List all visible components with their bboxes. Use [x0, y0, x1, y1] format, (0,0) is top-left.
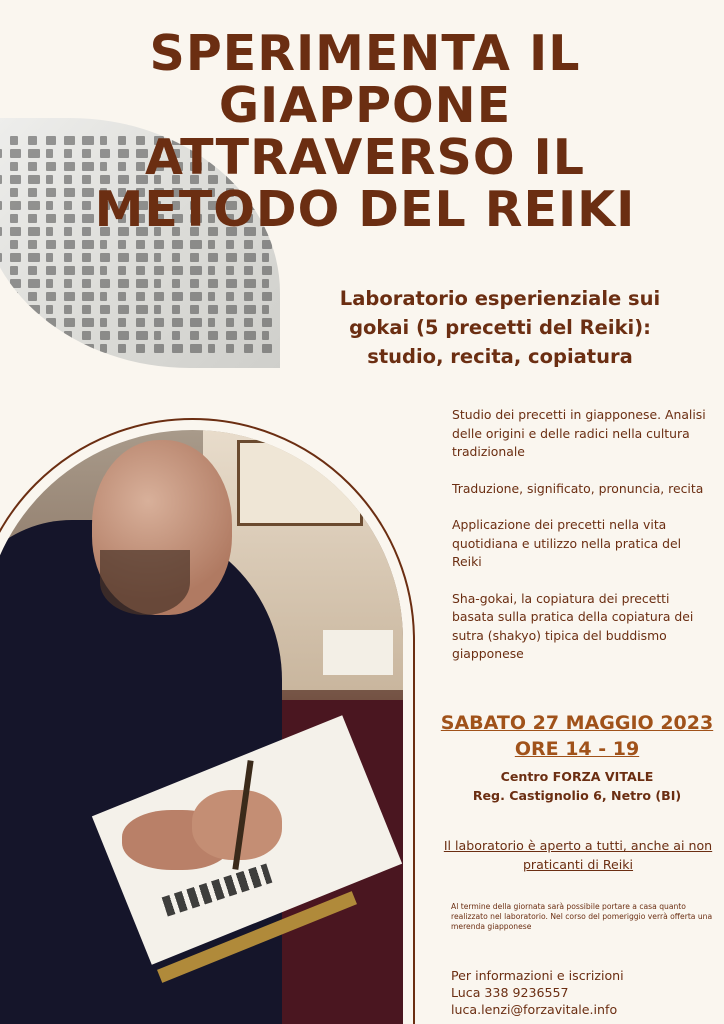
calligraphy-glyph	[262, 279, 269, 288]
contact-email[interactable]: luca.lenzi@forzavitale.info	[451, 1002, 618, 1017]
calligraphy-glyph	[118, 292, 126, 301]
calligraphy-glyph	[262, 318, 272, 327]
calligraphy-glyph	[136, 266, 145, 275]
calligraphy-glyph	[82, 318, 94, 327]
calligraphy-glyph	[208, 279, 218, 288]
photo-shoji-screen	[237, 440, 363, 526]
calligraphy-glyph	[46, 318, 56, 327]
calligraphy-glyph	[226, 331, 237, 340]
calligraphy-glyph	[226, 318, 234, 327]
calligraphy-glyph	[10, 227, 21, 236]
calligraphy-glyph	[10, 266, 18, 275]
calligraphy-glyph	[0, 279, 2, 288]
calligraphy-glyph	[208, 292, 215, 301]
calligraphy-glyph	[208, 253, 218, 262]
calligraphy-glyph	[172, 318, 183, 327]
calligraphy-glyph	[46, 240, 56, 249]
calligraphy-glyph	[46, 305, 53, 314]
calligraphy-glyph	[118, 253, 129, 262]
calligraphy-glyph	[100, 279, 110, 288]
calligraphy-glyph	[10, 214, 18, 223]
calligraphy-glyph	[136, 253, 148, 262]
calligraphy-glyph	[172, 266, 183, 275]
calligraphy-column	[10, 136, 23, 368]
subtitle-line: studio, recita, copiatura	[367, 345, 633, 368]
calligraphy-glyph	[100, 292, 107, 301]
title-line: METODO DEL REIKI	[94, 181, 636, 238]
calligraphy-glyph	[64, 266, 75, 275]
calligraphy-glyph	[28, 227, 40, 236]
calligraphy-glyph	[100, 318, 107, 327]
calligraphy-glyph	[208, 318, 215, 327]
calligraphy-glyph	[46, 266, 56, 275]
calligraphy-glyph	[82, 253, 91, 262]
calligraphy-glyph	[172, 331, 180, 340]
calligraphy-glyph	[28, 318, 37, 327]
calligraphy-glyph	[28, 162, 37, 171]
calligraphy-glyph	[10, 253, 21, 262]
calligraphy-column	[0, 136, 5, 368]
calligraphy-glyph	[10, 305, 21, 314]
contact-info	[451, 967, 719, 1018]
calligraphy-glyph	[226, 292, 234, 301]
calligraphy-glyph	[154, 305, 161, 314]
calligraphy-glyph	[46, 292, 56, 301]
calligraphy-glyph	[118, 266, 126, 275]
calligraphy-glyph	[64, 253, 72, 262]
calligraphy-glyph	[136, 240, 145, 249]
calligraphy-glyph	[10, 188, 18, 197]
photo-person-beard	[100, 550, 190, 615]
calligraphy-glyph	[46, 136, 56, 145]
calligraphy-glyph	[226, 240, 234, 249]
feature-item: Traduzione, significato, pronuncia, recita	[452, 480, 704, 496]
calligraphy-glyph	[46, 227, 53, 236]
calligraphy-glyph	[190, 344, 202, 353]
calligraphy-glyph	[10, 240, 18, 249]
calligraphy-glyph	[262, 305, 269, 314]
calligraphy-glyph	[118, 279, 129, 288]
calligraphy-glyph	[46, 331, 53, 340]
calligraphy-glyph	[226, 253, 237, 262]
calligraphy-glyph	[28, 279, 40, 288]
calligraphy-glyph	[226, 305, 237, 314]
calligraphy-glyph	[118, 305, 129, 314]
calligraphy-glyph	[190, 279, 199, 288]
calligraphy-glyph	[136, 305, 148, 314]
calligraphy-column	[46, 136, 59, 368]
calligraphy-glyph	[64, 305, 72, 314]
calligraphy-glyph	[190, 292, 202, 301]
title-line: SPERIMENTA IL	[149, 25, 581, 82]
calligraphy-glyph	[64, 240, 75, 249]
calligraphy-glyph	[100, 344, 107, 353]
calligraphy-glyph	[118, 318, 126, 327]
calligraphy-glyph	[262, 344, 272, 353]
subtitle-line: gokai (5 precetti del Reiki):	[349, 316, 651, 339]
feature-list	[452, 406, 714, 682]
calligraphy-glyph	[262, 292, 272, 301]
calligraphy-glyph	[10, 279, 21, 288]
event-venue	[430, 767, 724, 805]
take-home-note: Al termine della giornata sarà possibile portare a casa quanto realizzato nel laboratorio. Nel corso del pomeriggio verrà offerta una merenda giapponese	[451, 902, 713, 931]
calligraphy-glyph	[82, 240, 94, 249]
calligraphy-glyph	[0, 305, 2, 314]
subtitle-line: Laboratorio esperienziale sui	[339, 287, 661, 310]
calligraphy-glyph	[244, 305, 256, 314]
calligraphy-glyph	[0, 253, 2, 262]
calligraphy-glyph	[28, 292, 37, 301]
calligraphy-glyph	[82, 344, 94, 353]
calligraphy-glyph	[82, 266, 94, 275]
calligraphy-glyph	[64, 344, 75, 353]
calligraphy-glyph	[28, 344, 37, 353]
calligraphy-glyph	[28, 149, 40, 158]
calligraphy-glyph	[208, 266, 215, 275]
calligraphy-glyph	[208, 344, 215, 353]
calligraphy-glyph	[100, 305, 110, 314]
calligraphy-glyph	[64, 331, 72, 340]
calligraphy-glyph	[82, 292, 94, 301]
calligraphy-glyph	[244, 240, 253, 249]
calligraphy-glyph	[0, 201, 2, 210]
calligraphy-glyph	[10, 318, 18, 327]
calligraphy-glyph	[244, 318, 253, 327]
calligraphy-glyph	[118, 240, 126, 249]
calligraphy-glyph	[0, 149, 2, 158]
calligraphy-glyph	[154, 344, 164, 353]
venue-address: Reg. Castignolio 6, Netro (BI)	[472, 788, 682, 803]
calligraphy-glyph	[10, 175, 21, 184]
calligraphy-glyph	[244, 292, 253, 301]
calligraphy-glyph	[208, 331, 218, 340]
calligraphy-glyph	[10, 292, 18, 301]
calligraphy-glyph	[28, 253, 40, 262]
calligraphy-glyph	[154, 292, 164, 301]
calligraphy-glyph	[136, 292, 145, 301]
calligraphy-glyph	[10, 149, 21, 158]
calligraphy-glyph	[154, 253, 161, 262]
calligraphy-glyph	[28, 201, 40, 210]
calligraphy-glyph	[190, 240, 202, 249]
calligraphy-column	[28, 136, 41, 368]
calligraphy-glyph	[154, 240, 164, 249]
calligraphy-glyph	[154, 279, 161, 288]
calligraphy-glyph	[100, 253, 110, 262]
calligraphy-glyph	[46, 279, 53, 288]
calligraphy-glyph	[190, 266, 202, 275]
calligraphy-glyph	[136, 318, 145, 327]
calligraphy-glyph	[136, 344, 145, 353]
calligraphy-glyph	[244, 331, 256, 340]
calligraphy-glyph	[118, 331, 129, 340]
calligraphy-glyph	[46, 175, 53, 184]
calligraphy-glyph	[226, 266, 234, 275]
calligraphy-glyph	[82, 279, 91, 288]
calligraphy-glyph	[28, 305, 40, 314]
subtitle	[300, 284, 700, 371]
calligraphy-glyph	[100, 266, 107, 275]
calligraphy-glyph	[262, 253, 269, 262]
calligraphy-glyph	[244, 344, 253, 353]
calligraphy-glyph	[208, 305, 218, 314]
calligraphy-glyph	[190, 305, 199, 314]
calligraphy-glyph	[244, 266, 253, 275]
open-to-all-note: Il laboratorio è aperto a tutti, anche ai non praticanti di Reiki	[443, 838, 713, 872]
calligraphy-glyph	[172, 253, 180, 262]
calligraphy-glyph	[28, 214, 37, 223]
calligraphy-glyph	[262, 266, 272, 275]
calligraphy-glyph	[0, 175, 2, 184]
feature-item: Studio dei precetti in giapponese. Analisi delle origini e delle radici nella cultura tradizionale	[452, 407, 706, 459]
calligraphy-glyph	[172, 240, 183, 249]
photo-calligraphy-sheet	[323, 630, 393, 675]
feature-item: Applicazione dei precetti nella vita quotidiana e utilizzo nella pratica del Reiki	[452, 517, 682, 569]
calligraphy-glyph	[46, 214, 56, 223]
instructor-photo	[0, 430, 403, 1024]
calligraphy-glyph	[46, 149, 53, 158]
calligraphy-glyph	[10, 344, 18, 353]
calligraphy-glyph	[0, 331, 2, 340]
calligraphy-glyph	[28, 266, 37, 275]
photo-arch-frame	[0, 418, 415, 1024]
calligraphy-glyph	[64, 318, 75, 327]
calligraphy-glyph	[28, 136, 37, 145]
calligraphy-glyph	[0, 227, 2, 236]
calligraphy-glyph	[136, 331, 148, 340]
calligraphy-glyph	[46, 188, 56, 197]
calligraphy-glyph	[172, 279, 180, 288]
page-title	[60, 25, 670, 238]
calligraphy-glyph	[46, 344, 56, 353]
calligraphy-glyph	[190, 253, 199, 262]
calligraphy-glyph	[154, 266, 164, 275]
calligraphy-glyph	[190, 318, 202, 327]
calligraphy-glyph	[46, 201, 53, 210]
calligraphy-glyph	[10, 331, 21, 340]
calligraphy-glyph	[10, 136, 18, 145]
calligraphy-glyph	[118, 344, 126, 353]
calligraphy-glyph	[28, 175, 40, 184]
calligraphy-glyph	[100, 331, 110, 340]
calligraphy-glyph	[64, 292, 75, 301]
title-line: ATTRAVERSO IL	[144, 129, 585, 186]
calligraphy-glyph	[46, 253, 53, 262]
calligraphy-glyph	[136, 279, 148, 288]
calligraphy-glyph	[208, 240, 215, 249]
contact-phone[interactable]: Luca 338 9236557	[451, 985, 569, 1000]
calligraphy-glyph	[226, 279, 237, 288]
calligraphy-glyph	[46, 162, 56, 171]
calligraphy-glyph	[262, 331, 269, 340]
venue-name: Centro FORZA VITALE	[500, 769, 654, 784]
calligraphy-glyph	[28, 188, 37, 197]
calligraphy-glyph	[154, 318, 164, 327]
calligraphy-glyph	[64, 279, 72, 288]
calligraphy-glyph	[82, 331, 91, 340]
title-line: GIAPPONE	[218, 77, 512, 134]
calligraphy-glyph	[82, 305, 91, 314]
calligraphy-glyph	[172, 292, 183, 301]
calligraphy-glyph	[10, 201, 21, 210]
calligraphy-glyph	[28, 240, 37, 249]
calligraphy-glyph	[244, 253, 256, 262]
calligraphy-glyph	[10, 162, 18, 171]
calligraphy-glyph	[154, 331, 161, 340]
feature-item: Sha-gokai, la copiatura dei precetti basata sulla pratica della copiatura dei sutra (shakyo) tipica del buddismo giapponese	[452, 590, 694, 661]
calligraphy-glyph	[244, 279, 256, 288]
calligraphy-glyph	[28, 331, 40, 340]
event-date: SABATO 27 MAGGIO 2023	[440, 712, 714, 734]
calligraphy-glyph	[172, 305, 180, 314]
event-time: ORE 14 - 19	[514, 738, 640, 760]
calligraphy-glyph	[190, 331, 199, 340]
calligraphy-glyph	[226, 344, 234, 353]
contact-heading: Per informazioni e iscrizioni	[451, 968, 624, 983]
calligraphy-glyph	[172, 344, 183, 353]
calligraphy-glyph	[262, 240, 272, 249]
calligraphy-glyph	[100, 240, 107, 249]
